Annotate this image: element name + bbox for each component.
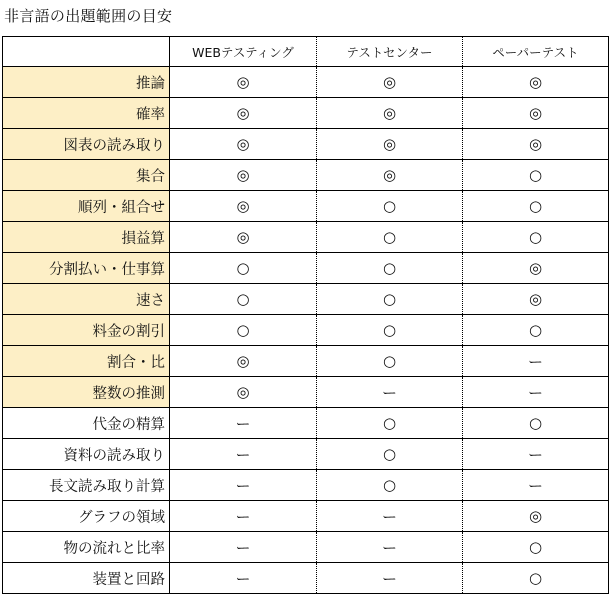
mark-cell-paper-test: ◎ bbox=[463, 284, 609, 315]
table-row bbox=[3, 470, 609, 501]
mark-cell-paper-test: ◎ bbox=[463, 67, 609, 98]
topic-label: 長文読み取り計算 bbox=[3, 470, 170, 501]
table-row bbox=[3, 160, 609, 191]
mark-cell-test-center: ー bbox=[317, 377, 463, 408]
mark-cell-paper-test: ◎ bbox=[463, 129, 609, 160]
mark-cell-web-testing: ◎ bbox=[170, 346, 317, 377]
mark-cell-test-center: ◎ bbox=[317, 160, 463, 191]
mark-cell-paper-test: ー bbox=[463, 470, 609, 501]
scope-table bbox=[2, 36, 609, 594]
mark-cell-test-center: ◎ bbox=[317, 129, 463, 160]
table-row bbox=[3, 563, 609, 594]
mark-cell-paper-test: ○ bbox=[463, 160, 609, 191]
topic-label: 確率 bbox=[3, 98, 170, 129]
mark-cell-test-center: ー bbox=[317, 501, 463, 532]
mark-cell-test-center: ○ bbox=[317, 191, 463, 222]
mark-cell-paper-test: ○ bbox=[463, 563, 609, 594]
table-row bbox=[3, 67, 609, 98]
table-row bbox=[3, 222, 609, 253]
mark-cell-test-center: ○ bbox=[317, 315, 463, 346]
table-row bbox=[3, 253, 609, 284]
mark-cell-web-testing: ◎ bbox=[170, 191, 317, 222]
mark-cell-test-center: ◎ bbox=[317, 67, 463, 98]
mark-cell-paper-test: ー bbox=[463, 346, 609, 377]
table-body bbox=[3, 67, 609, 594]
mark-cell-paper-test: ○ bbox=[463, 315, 609, 346]
mark-cell-paper-test: ◎ bbox=[463, 253, 609, 284]
topic-label: 料金の割引 bbox=[3, 315, 170, 346]
column-header-test-center: テストセンター bbox=[317, 37, 463, 67]
mark-cell-test-center: ○ bbox=[317, 222, 463, 253]
mark-cell-paper-test: ー bbox=[463, 377, 609, 408]
mark-cell-test-center: ー bbox=[317, 563, 463, 594]
mark-cell-web-testing: ー bbox=[170, 532, 317, 563]
mark-cell-web-testing: ◎ bbox=[170, 98, 317, 129]
mark-cell-web-testing: ○ bbox=[170, 315, 317, 346]
table-row bbox=[3, 191, 609, 222]
table-row bbox=[3, 129, 609, 160]
topic-label: 図表の読み取り bbox=[3, 129, 170, 160]
topic-label: 物の流れと比率 bbox=[3, 532, 170, 563]
table-row bbox=[3, 532, 609, 563]
mark-cell-paper-test: ○ bbox=[463, 532, 609, 563]
mark-cell-web-testing: ◎ bbox=[170, 160, 317, 191]
topic-label: 割合・比 bbox=[3, 346, 170, 377]
topic-label: 代金の精算 bbox=[3, 408, 170, 439]
mark-cell-paper-test: ◎ bbox=[463, 98, 609, 129]
mark-cell-web-testing: ◎ bbox=[170, 377, 317, 408]
topic-label: 装置と回路 bbox=[3, 563, 170, 594]
mark-cell-web-testing: ー bbox=[170, 563, 317, 594]
page-title: 非言語の出題範囲の目安 bbox=[4, 7, 173, 25]
mark-cell-paper-test: ○ bbox=[463, 222, 609, 253]
mark-cell-web-testing: ◎ bbox=[170, 129, 317, 160]
topic-label: 整数の推測 bbox=[3, 377, 170, 408]
mark-cell-web-testing: ー bbox=[170, 470, 317, 501]
mark-cell-test-center: ○ bbox=[317, 439, 463, 470]
mark-cell-test-center: ○ bbox=[317, 253, 463, 284]
table-row bbox=[3, 315, 609, 346]
mark-cell-web-testing: ー bbox=[170, 408, 317, 439]
mark-cell-web-testing: ー bbox=[170, 439, 317, 470]
table-row bbox=[3, 377, 609, 408]
topic-label: 資料の読み取り bbox=[3, 439, 170, 470]
corner-cell bbox=[3, 37, 170, 67]
topic-label: 推論 bbox=[3, 67, 170, 98]
topic-label: 速さ bbox=[3, 284, 170, 315]
topic-label: 順列・組合せ bbox=[3, 191, 170, 222]
table-row bbox=[3, 284, 609, 315]
mark-cell-test-center: ○ bbox=[317, 284, 463, 315]
table-header-row bbox=[3, 37, 609, 67]
topic-label: 損益算 bbox=[3, 222, 170, 253]
mark-cell-test-center: ー bbox=[317, 532, 463, 563]
mark-cell-test-center: ○ bbox=[317, 470, 463, 501]
mark-cell-paper-test: ー bbox=[463, 439, 609, 470]
topic-label: 集合 bbox=[3, 160, 170, 191]
column-header-web-testing: WEBテスティング bbox=[170, 37, 317, 67]
mark-cell-web-testing: ○ bbox=[170, 284, 317, 315]
mark-cell-web-testing: ー bbox=[170, 501, 317, 532]
mark-cell-web-testing: ◎ bbox=[170, 222, 317, 253]
mark-cell-paper-test: ◎ bbox=[463, 501, 609, 532]
table-row bbox=[3, 408, 609, 439]
table-row bbox=[3, 439, 609, 470]
mark-cell-test-center: ○ bbox=[317, 408, 463, 439]
topic-label: グラフの領域 bbox=[3, 501, 170, 532]
table-row bbox=[3, 346, 609, 377]
table-row bbox=[3, 501, 609, 532]
mark-cell-test-center: ○ bbox=[317, 346, 463, 377]
column-header-paper-test: ペーパーテスト bbox=[463, 37, 609, 67]
mark-cell-web-testing: ◎ bbox=[170, 67, 317, 98]
mark-cell-test-center: ◎ bbox=[317, 98, 463, 129]
mark-cell-paper-test: ○ bbox=[463, 408, 609, 439]
mark-cell-paper-test: ○ bbox=[463, 191, 609, 222]
mark-cell-web-testing: ○ bbox=[170, 253, 317, 284]
topic-label: 分割払い・仕事算 bbox=[3, 253, 170, 284]
table-row bbox=[3, 98, 609, 129]
